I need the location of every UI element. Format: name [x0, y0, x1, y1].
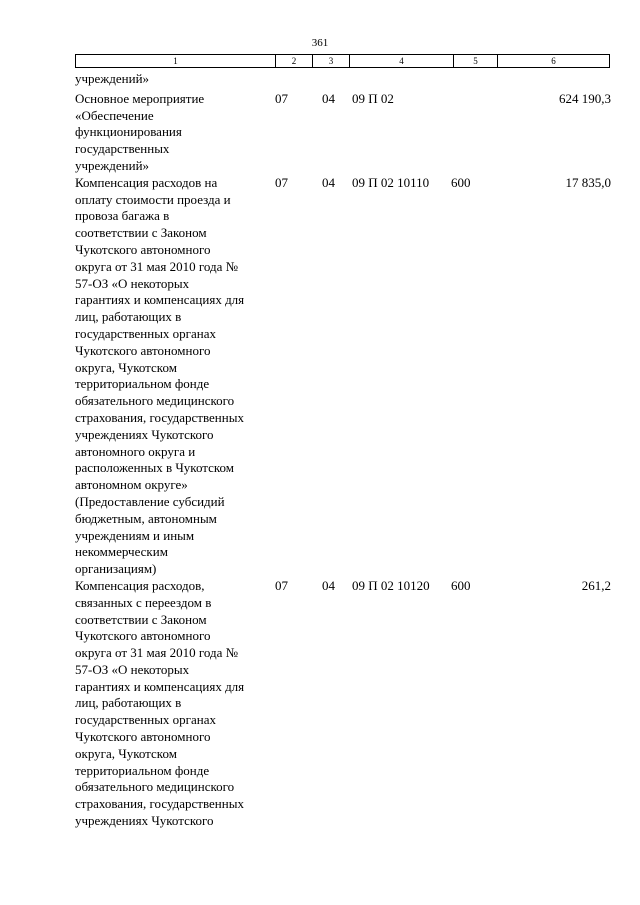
column-header-5: 5 [454, 55, 498, 68]
row-description [75, 578, 275, 830]
table-row [75, 578, 615, 830]
subsection-code: 04 [322, 577, 335, 593]
column-header-row [76, 55, 610, 68]
expense-type-code [451, 71, 501, 88]
description-line: лиц, работающих в [75, 695, 182, 711]
description-line: гарантиях и компенсациях для [75, 678, 245, 694]
column-header-2: 2 [276, 55, 313, 68]
description-line: гарантиях и компенсациях для [75, 292, 245, 308]
description-line: учреждений» [75, 157, 150, 173]
description-line: обязательного медицинского [75, 393, 235, 409]
description-line: страхования, государственных [75, 796, 244, 812]
description-line: обязательного медицинского [75, 779, 235, 795]
description-line: организациям) [75, 561, 157, 577]
table-row [75, 175, 615, 578]
description-line: территориальном фонде [75, 376, 210, 392]
page-number: 361 [311, 37, 329, 49]
description-line: округа от 31 мая 2010 года № [75, 258, 239, 274]
table-row [75, 91, 615, 175]
description-line: Чукотского автономного [75, 628, 211, 644]
description-line: территориальном фонде [75, 762, 210, 778]
subsection-code [322, 71, 352, 88]
description-line: государственных органах [75, 325, 217, 341]
expense-type-code [451, 91, 501, 175]
amount: 261,2 [581, 577, 611, 593]
description-line: Основное мероприятие [75, 90, 205, 106]
description-line: страхования, государственных [75, 409, 244, 425]
column-header-6: 6 [498, 55, 610, 68]
description-line: лиц, работающих в [75, 309, 182, 325]
target-article-code [352, 71, 451, 88]
row-description [75, 91, 275, 175]
description-line: государственных органах [75, 712, 217, 728]
table-row [75, 71, 615, 88]
description-line: некоммерческим [75, 544, 168, 560]
target-article-code: 09 П 02 10110 [352, 174, 430, 190]
description-line: учреждений» [75, 71, 150, 86]
description-line: автономном округе» [75, 477, 188, 493]
section-code: 07 [275, 174, 288, 190]
amount: 624 190,3 [559, 90, 611, 106]
expense-type-code: 600 [451, 577, 471, 593]
section-code: 07 [275, 577, 288, 593]
target-article-code: 09 П 02 [352, 90, 394, 106]
expense-type-code: 600 [451, 174, 471, 190]
description-line: округа, Чукотском [75, 359, 177, 375]
description-line: Чукотского автономного [75, 241, 211, 257]
description-line: государственных [75, 141, 170, 157]
description-line: автономного округа и [75, 443, 196, 459]
description-line: Чукотского автономного [75, 729, 211, 745]
description-line: оплату стоимости проезда и [75, 191, 231, 207]
description-line: провоза багажа в [75, 208, 170, 224]
description-line: 57-ОЗ «О некоторых [75, 275, 190, 291]
description-line: округа, Чукотском [75, 745, 177, 761]
amount [501, 71, 611, 88]
budget-table-body [75, 71, 615, 830]
row-description [75, 71, 275, 88]
section-code [275, 71, 322, 88]
section-code: 07 [275, 90, 288, 106]
row-description [75, 175, 275, 578]
description-line: Компенсация расходов, [75, 577, 205, 593]
subsection-code: 04 [322, 90, 335, 106]
description-line: Компенсация расходов на [75, 174, 218, 190]
column-header-4: 4 [350, 55, 454, 68]
description-line: 57-ОЗ «О некоторых [75, 661, 190, 677]
column-header-table [75, 54, 610, 68]
description-line: бюджетным, автономным [75, 510, 217, 526]
description-line: «Обеспечение [75, 107, 154, 123]
amount: 17 835,0 [565, 174, 611, 190]
description-line: Чукотского автономного [75, 342, 211, 358]
description-line: учреждениям и иным [75, 527, 195, 543]
description-line: соответствии с Законом [75, 225, 207, 241]
description-line: (Предоставление субсидий [75, 493, 225, 509]
description-line: соответствии с Законом [75, 611, 207, 627]
description-line: учреждениях Чукотского [75, 426, 214, 442]
column-header-3: 3 [313, 55, 350, 68]
description-line: учреждениях Чукотского [75, 813, 214, 829]
subsection-code: 04 [322, 174, 335, 190]
column-header-1: 1 [76, 55, 276, 68]
description-line: связанных с переездом в [75, 594, 212, 610]
description-line: расположенных в Чукотском [75, 460, 235, 476]
target-article-code: 09 П 02 10120 [352, 577, 430, 593]
description-line: округа от 31 мая 2010 года № [75, 645, 239, 661]
description-line: функционирования [75, 124, 182, 140]
